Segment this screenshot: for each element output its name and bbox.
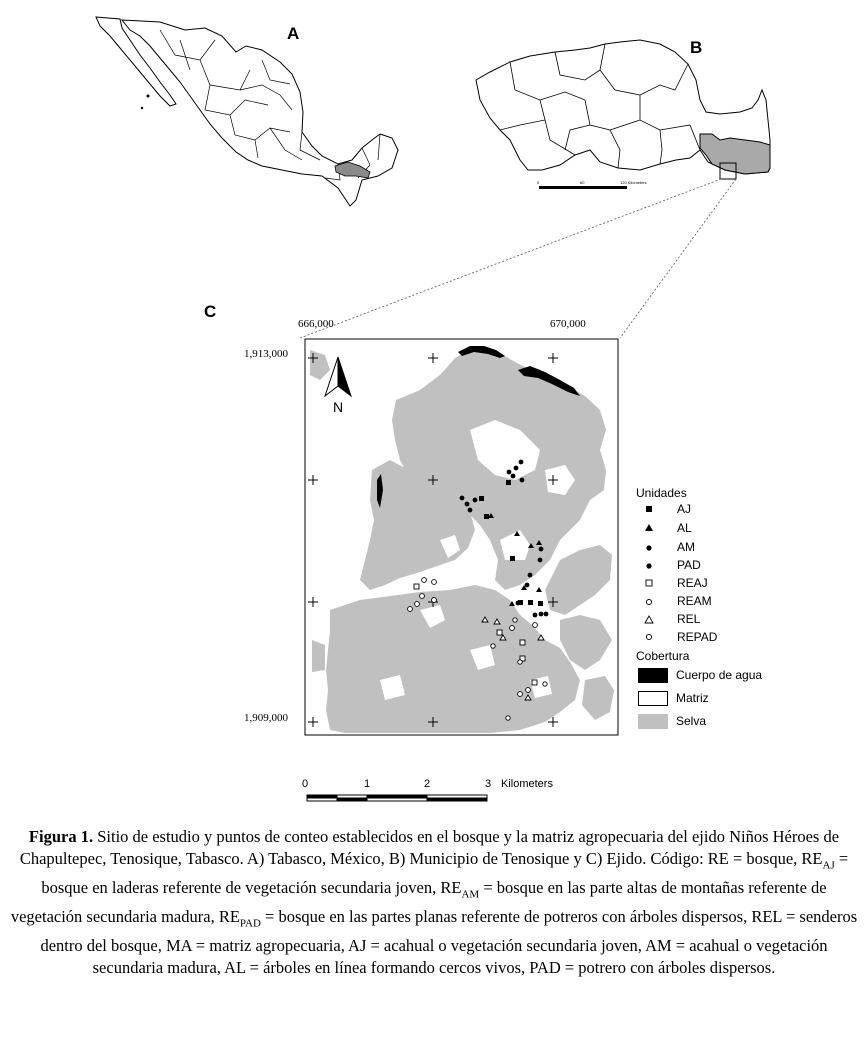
point-aj (538, 601, 543, 606)
point-am (519, 460, 524, 465)
point-am (539, 547, 544, 552)
point-aj (518, 600, 523, 605)
panel-b-label: B (690, 38, 703, 57)
legend-swatch-matriz (638, 691, 668, 706)
point-reaj (414, 584, 419, 589)
legend-item-rel: REL (677, 612, 701, 626)
mexico-map (96, 17, 398, 206)
legend-item-pad: PAD (677, 558, 701, 572)
scale-label-0: 0 (302, 778, 309, 790)
point-aj (484, 514, 489, 519)
point-ream (543, 682, 547, 686)
caption-sub-pad: PAD (239, 917, 261, 930)
point-reaj (497, 630, 502, 635)
legend-swatch-selva (638, 714, 668, 729)
point-repad (533, 623, 538, 628)
panel-b-scale-bar (539, 186, 627, 189)
point-reaj (532, 680, 537, 685)
legend-item-ream: REAM (677, 594, 712, 608)
caption-text-2: = bosque en laderas referente de vegetación secundaria joven, RE (41, 848, 849, 897)
legend-symbols (645, 506, 653, 640)
point-repad (415, 602, 420, 607)
x-coord-666000: 666,000 (298, 318, 334, 330)
point-pad (468, 508, 473, 513)
scale-label-2: 2 (424, 778, 431, 790)
point-pad (539, 612, 544, 617)
point-repad (526, 688, 531, 693)
point-am (520, 478, 525, 483)
point-repad (422, 578, 427, 583)
figure-caption (10, 826, 858, 979)
point-am (507, 470, 512, 475)
panel-c-scale-bar (307, 795, 487, 801)
legend-item-reaj: REAJ (677, 576, 708, 590)
point-reaj (520, 640, 525, 645)
point-aj (506, 480, 511, 485)
point-repad (420, 594, 425, 599)
panel-a-label: A (287, 24, 300, 43)
x-coord-670000: 670,000 (550, 318, 586, 330)
point-repad (432, 598, 437, 603)
legend-unidades-title: Unidades (636, 486, 687, 500)
point-am (465, 502, 470, 507)
north-label: N (333, 399, 344, 415)
scale-label-unit: Kilometers (501, 778, 553, 790)
panel-b-scale-60: 60 (580, 180, 585, 185)
panel-c-label: C (204, 302, 217, 321)
point-am (514, 466, 519, 471)
point-repad (510, 626, 515, 631)
legend-item-al: AL (677, 521, 692, 535)
point-repad (432, 580, 437, 585)
point-ream (513, 618, 517, 622)
point-am (525, 583, 530, 588)
point-ream (491, 644, 495, 648)
scale-label-3: 3 (485, 778, 492, 790)
point-pad (460, 496, 465, 501)
point-pad (533, 613, 538, 618)
point-ream (518, 660, 522, 664)
y-coord-1909000: 1,909,000 (244, 712, 288, 724)
legend-item-am: AM (677, 540, 695, 554)
legend-cobertura-title: Cobertura (636, 649, 690, 663)
legend-item-repad: REPAD (677, 630, 718, 644)
legend-swatch-agua (638, 668, 668, 683)
caption-sub-aj: AJ (822, 859, 835, 872)
scale-label-1: 1 (364, 778, 371, 790)
legend-cobertura-matriz: Matriz (676, 691, 709, 705)
caption-text-4: = bosque en las partes planas referente de potreros con árboles dispersos, REL = senderos dentro del bosque, MA = matriz agropecuaria, AJ = acahual o vegetación secundaria joven, AM = acahual o vegetación secundaria madura, AL = árboles en línea formando cercos vivos, PAD = potrero con árboles dispersos. (40, 906, 858, 977)
point-aj (510, 556, 515, 561)
point-repad (408, 607, 413, 612)
point-pad (473, 498, 478, 503)
point-pad (544, 612, 549, 617)
panel-b-scale-0: 0 (537, 180, 540, 185)
caption-sub-am: AM (461, 888, 480, 901)
figure-label: Figura 1. (28, 827, 94, 846)
legend-item-aj: AJ (677, 502, 692, 516)
point-am (528, 573, 533, 578)
legend-cobertura-agua: Cuerpo de agua (676, 668, 763, 682)
caption-text-1: Sitio de estudio y puntos de conteo establecidos en el bosque y la matriz agropecuaria del ejido Niños Héroes de Chapultepec, Tenosique, Tabasco. A) Tabasco, México, B) Municipio de Tenosique y C) Ejido. Código: RE = bosque, RE (19, 827, 840, 868)
mexico-mainland (122, 20, 398, 206)
point-ream (506, 716, 510, 720)
point-am (538, 558, 543, 563)
caption-text-3: = bosque en las parte altas de montañas referente de vegetación secundaria madura, RE (10, 877, 827, 926)
point-am (511, 474, 516, 479)
y-coord-1913000: 1,913,000 (244, 348, 288, 360)
point-aj (528, 600, 533, 605)
point-repad (518, 692, 523, 697)
panel-b-scale-120: 120 Kilometers (620, 180, 647, 185)
point-aj (479, 496, 484, 501)
legend-cobertura-selva: Selva (676, 714, 707, 728)
